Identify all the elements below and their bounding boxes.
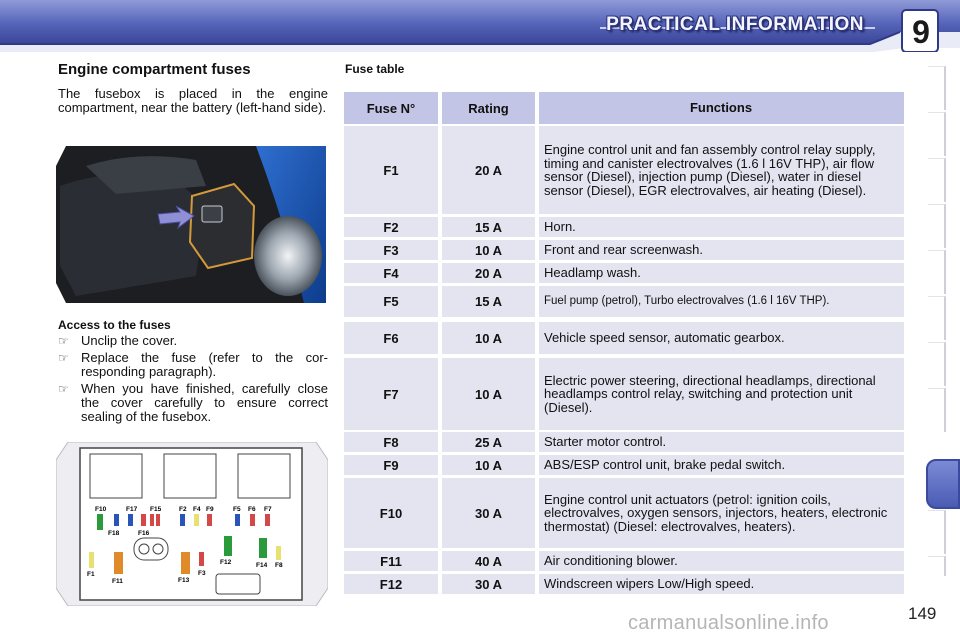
fuse-f9 <box>207 514 212 526</box>
fuse-rating: 15 A <box>442 217 535 237</box>
table-header-row <box>344 92 904 124</box>
fuse-label-f7: F7 <box>264 506 272 513</box>
fuse-number: F5 <box>344 286 438 317</box>
fuse-f18 <box>114 514 119 526</box>
chapter-number: 9 <box>912 14 930 50</box>
table-row <box>344 126 904 214</box>
fuse-number: F11 <box>344 551 438 571</box>
table-row <box>344 322 904 354</box>
table-row <box>344 551 904 571</box>
intro-paragraph: The fusebox is placed in the engine compartment, near the battery (left-hand side). <box>58 86 328 115</box>
fuse-f12 <box>224 536 232 556</box>
page-number: 149 <box>908 604 937 623</box>
fuse-f14 <box>259 538 267 558</box>
header-rating: Rating <box>442 92 535 124</box>
fuse-number: F7 <box>344 358 438 430</box>
fuse-label-f3: F3 <box>198 570 206 577</box>
fuse-function: Front and rear screenwash. <box>539 240 904 260</box>
fuse-rating: 20 A <box>442 263 535 283</box>
list-item <box>58 334 328 348</box>
chapter-tab[interactable] <box>928 342 946 386</box>
fuse-f1 <box>89 552 94 568</box>
step-text: Replace the fuse (refer to the cor-responding paragraph). <box>81 350 328 379</box>
fuse-function: Engine control unit actuators (petrol: ignition coils, electrovalves, oxygen sensors, injectors, heaters, electronic thermostat) (Diesel: electrovalves, heaters). <box>539 478 904 548</box>
header-banner <box>0 0 960 52</box>
fuse-label-f16: F16 <box>138 530 150 537</box>
fuse-label-f17: F17 <box>126 506 138 513</box>
step-text: Unclip the cover. <box>81 333 178 348</box>
fuse-label-f18: F18 <box>108 530 120 537</box>
fuse-number: F2 <box>344 217 438 237</box>
list-item <box>58 351 328 379</box>
step-text: When you have finished, carefully close the cover carefully to ensure correct sealing of the fusebox. <box>81 381 328 424</box>
chapter-tab[interactable] <box>928 388 946 432</box>
fuse-label-f4: F4 <box>193 506 201 513</box>
fuse-number: F8 <box>344 432 438 452</box>
fuse-f15b <box>156 514 160 526</box>
fuse-number: F12 <box>344 574 438 594</box>
fuse-label-f8: F8 <box>275 562 283 569</box>
table-row <box>344 263 904 283</box>
fuse-label-f2: F2 <box>179 506 187 513</box>
table-row <box>344 358 904 430</box>
list-item <box>58 382 328 424</box>
fuse-number: F6 <box>344 322 438 354</box>
fuse-function: Starter motor control. <box>539 432 904 452</box>
fuse-f6 <box>250 514 255 526</box>
fuse-f10 <box>97 514 103 530</box>
section-title: Engine compartment fuses <box>58 61 251 78</box>
fuse-rating: 30 A <box>442 478 535 548</box>
chapter-tab-active[interactable] <box>926 459 960 509</box>
fuse-number: F1 <box>344 126 438 214</box>
fuse-number: F9 <box>344 455 438 475</box>
fuse-function: Windscreen wipers Low/High speed. <box>539 574 904 594</box>
fuse-rating: 25 A <box>442 432 535 452</box>
fuse-f4 <box>194 514 199 526</box>
fuse-rating: 20 A <box>442 126 535 214</box>
fuse-label-f15: F15 <box>150 506 162 513</box>
fuse-f16 <box>141 514 146 526</box>
fuse-function: ABS/ESP control unit, brake pedal switch. <box>539 455 904 475</box>
fuse-f17 <box>128 514 133 526</box>
fuse-function: Vehicle speed sensor, automatic gearbox. <box>539 322 904 354</box>
chapter-tab[interactable] <box>928 158 946 202</box>
fuse-label-f1: F1 <box>87 571 95 578</box>
chapter-tab[interactable] <box>928 204 946 248</box>
table-row <box>344 240 904 260</box>
fuse-function: Headlamp wash. <box>539 263 904 283</box>
chapter-tab[interactable] <box>928 510 946 554</box>
table-row <box>344 455 904 475</box>
table-row <box>344 478 904 548</box>
pointing-hand-icon: ☞ <box>58 334 69 348</box>
table-caption: Fuse table <box>345 62 405 76</box>
header-fuse-number: Fuse N° <box>344 92 438 124</box>
fuse-number: F3 <box>344 240 438 260</box>
fuse-label-f13: F13 <box>178 577 190 584</box>
fuse-f3 <box>199 552 204 566</box>
pointing-hand-icon: ☞ <box>58 382 69 396</box>
fuse-f15a <box>150 514 154 526</box>
access-steps <box>58 334 328 427</box>
watermark: carmanualsonline.info <box>628 612 829 634</box>
fuse-f2 <box>180 514 185 526</box>
chapter-tab[interactable] <box>928 112 946 156</box>
fuse-rating: 10 A <box>442 358 535 430</box>
page-header-title: PRACTICAL INFORMATION <box>606 14 864 35</box>
fuse-f5 <box>235 514 240 526</box>
table-row <box>344 432 904 452</box>
fuse-function: Horn. <box>539 217 904 237</box>
fuse-number: F10 <box>344 478 438 548</box>
fuse-function: Fuel pump (petrol), Turbo electrovalves (1.6 l 16V THP). <box>539 286 904 317</box>
fuse-label-f9: F9 <box>206 506 214 513</box>
fuse-label-f5: F5 <box>233 506 241 513</box>
chapter-tab[interactable] <box>928 296 946 340</box>
pointing-hand-icon: ☞ <box>58 351 69 365</box>
chapter-tab[interactable] <box>928 556 946 576</box>
engine-compartment-photo <box>56 146 326 303</box>
table-row <box>344 574 904 594</box>
fuse-rating: 30 A <box>442 574 535 594</box>
table-row <box>344 217 904 237</box>
fuse-function: Electric power steering, directional headlamps, directional headlamps control relay, switching and protection unit (Diesel). <box>539 358 904 430</box>
fuse-number: F4 <box>344 263 438 283</box>
fuse-rating: 10 A <box>442 240 535 260</box>
fuse-f7 <box>265 514 270 526</box>
fuse-rating: 10 A <box>442 322 535 354</box>
fuse-rating: 10 A <box>442 455 535 475</box>
fuse-f8 <box>276 546 281 560</box>
fuse-label-f12: F12 <box>220 559 232 566</box>
fuse-f11 <box>114 552 123 574</box>
fuse-label-f6: F6 <box>248 506 256 513</box>
fuse-function: Air conditioning blower. <box>539 551 904 571</box>
table-row <box>344 286 904 317</box>
fuse-rating: 40 A <box>442 551 535 571</box>
fuse-f13 <box>181 552 190 574</box>
fuse-rating: 15 A <box>442 286 535 317</box>
fuse-label-f14: F14 <box>256 562 268 569</box>
chapter-tab[interactable] <box>928 250 946 294</box>
header-functions: Functions <box>539 92 904 124</box>
fuse-function: Engine control unit and fan assembly control relay supply, timing and canister electrovalves (1.6 l 16V THP), air flow sensor (Diesel), injection pump (Diesel), water in diesel sensor (Diesel), EGR electrovalves, air heating (Diesel). <box>539 126 904 214</box>
chapter-tab[interactable] <box>928 66 946 110</box>
fuse-label-f10: F10 <box>95 506 107 513</box>
access-title: Access to the fuses <box>58 318 171 332</box>
fuse-label-f11: F11 <box>112 578 123 585</box>
fusebox-diagram <box>56 442 328 606</box>
